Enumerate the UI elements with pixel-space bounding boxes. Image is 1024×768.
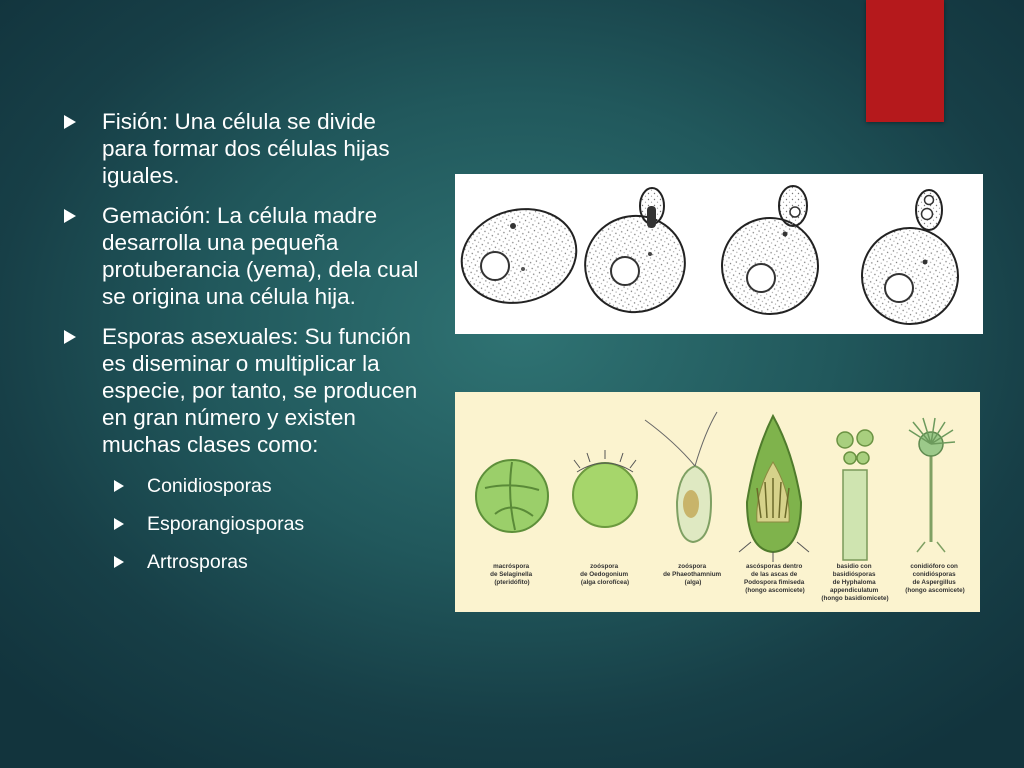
- bullet-esporas: [62, 323, 422, 458]
- budding-cells-drawing: [455, 174, 983, 334]
- caption-macrospore: macróspora de Selaginella (pteridófito): [490, 563, 533, 586]
- subbullet-artrosporas: [62, 550, 422, 574]
- spores-illustration: [455, 392, 980, 612]
- phaeothamnium-zoospore-illustration: [645, 412, 717, 542]
- bullet-arrow-icon: [64, 115, 76, 129]
- subbullet-text: Conidiosporas: [147, 475, 272, 497]
- cell-stage-2: [574, 188, 695, 323]
- oedogonium-zoospore-illustration: [573, 450, 637, 527]
- budding-illustration: [455, 174, 983, 334]
- subbullet-text: Esporangiosporas: [147, 513, 305, 535]
- subbullet-conidiosporas: [62, 474, 422, 498]
- cell-stage-4: [851, 190, 969, 334]
- bullet-fision: [62, 108, 422, 189]
- bullet-arrow-icon: [64, 209, 76, 223]
- bullet-arrow-icon: [114, 518, 124, 530]
- bullet-text: Gemación: La célula madre desarrolla una pequeña protuberancia (yema), dela cual se origina una célula hija.: [102, 203, 419, 309]
- basidium-illustration: [837, 430, 873, 560]
- conidiophore-illustration: [909, 418, 955, 552]
- caption-ascospores: ascósporas dentro de las ascas de Podospora fimiseda (hongo ascomicete): [744, 563, 805, 594]
- caption-phaeothamnium: zoóspora de Phaeothamnium (alga): [663, 563, 722, 586]
- bullet-text: Fisión: Una célula se divide para formar dos células hijas iguales.: [102, 109, 390, 188]
- bullet-text: Esporas asexuales: Su función es diseminar o multiplicar la especie, por tanto, se producen en gran número y existen muchas clases como:: [102, 324, 418, 457]
- bullet-gemacion: [62, 202, 422, 310]
- caption-basidium: basidio con basidiósporas de Hyphaloma appendiculatum (hongo basidiomicete): [821, 563, 889, 602]
- caption-conidiophore: conidióforo con conidiósporas de Aspergillus (hongo ascomicete): [905, 563, 965, 594]
- ascospores-illustration: [739, 416, 809, 562]
- cell-stage-1: [455, 197, 587, 316]
- bullet-arrow-icon: [64, 330, 76, 344]
- macrospore-illustration: [476, 460, 548, 532]
- bullet-arrow-icon: [114, 556, 124, 568]
- subbullet-esporangiosporas: [62, 512, 422, 536]
- caption-oedogonium: zoóspora de Oedogonium (alga clorofícea): [580, 563, 630, 586]
- bullet-arrow-icon: [114, 480, 124, 492]
- accent-bar: [866, 0, 944, 122]
- cell-stage-3: [711, 186, 829, 325]
- subbullet-text: Artrosporas: [147, 551, 248, 573]
- bullet-list: [62, 108, 422, 588]
- spores-drawing: [455, 392, 980, 612]
